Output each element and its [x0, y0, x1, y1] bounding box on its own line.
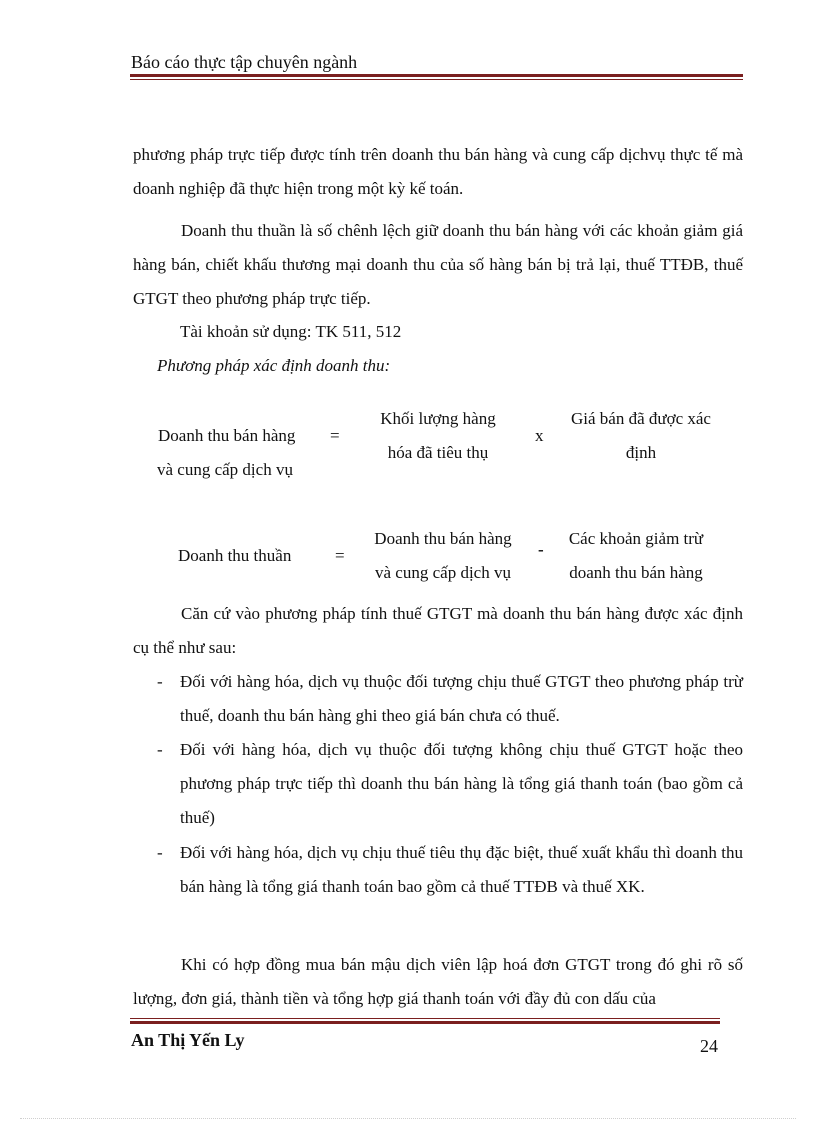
- paragraph-invoice: Khi có hợp đồng mua bán mậu dịch viên lập hoá đơn GTGT trong đó ghi rõ số lượng, đơn giá, thành tiền và tổng hợp giá thanh toán với đầy đủ con dấu của: [133, 955, 743, 1008]
- formula2-term1-line2: và cung cấp dịch vụ: [375, 563, 511, 582]
- bullet-item: Đối với hàng hóa, dịch vụ thuộc đối tượng chịu thuế GTGT theo phương pháp trừ thuế, doanh thu bán hàng ghi theo giá bán chưa có thuế.: [180, 672, 743, 725]
- bullet-item: Đối với hàng hóa, dịch vụ chịu thuế tiêu thụ đặc biệt, thuế xuất khẩu thì doanh thu bán hàng là tổng giá thanh toán bao gồm cả thuế TTĐB và thuế XK.: [180, 843, 743, 896]
- footer-rule-thin: [130, 1018, 720, 1019]
- header-rule-thin: [130, 79, 743, 80]
- formula1-term1-line2: hóa đã tiêu thụ: [387, 443, 489, 462]
- formula1-lhs-line2: và cung cấp dịch vụ: [157, 460, 293, 479]
- method-heading: Phương pháp xác định doanh thu:: [157, 356, 391, 375]
- paragraph-net-revenue: Doanh thu thuần là số chênh lệch giữ doanh thu bán hàng với các khoản giảm giá hàng bán, chiết khấu thương mại doanh thu của số hàng bán bị trả lại, thuế TTĐB, thuế GTGT theo phương pháp trực tiếp.: [133, 221, 743, 308]
- footer-rule-thick: [130, 1021, 720, 1024]
- bullet-item: Đối với hàng hóa, dịch vụ thuộc đối tượng không chịu thuế GTGT hoặc theo phương pháp trực tiếp thì doanh thu bán hàng là tổng giá thanh toán (bao gồm cả thuế): [180, 740, 743, 827]
- formula1-multiply: x: [535, 426, 544, 445]
- formula2-term2-line1: Các khoản giảm trừ: [568, 529, 704, 548]
- formula1-term1-line1: Khối lượng hàng: [380, 409, 496, 428]
- formula2-lhs: Doanh thu thuần: [178, 546, 292, 565]
- footer-author: An Thị Yến Ly: [131, 1030, 245, 1050]
- header-title: Báo cáo thực tập chuyên ngành: [131, 52, 358, 72]
- bullet-marker: -: [157, 672, 163, 691]
- formula1-term2-line2: định: [625, 443, 657, 462]
- formula2-term2-line2: doanh thu bán hàng: [569, 563, 703, 582]
- formula2-term1-line1: Doanh thu bán hàng: [374, 529, 512, 548]
- bullet-marker: -: [157, 740, 163, 759]
- formula1-term2-line1: Giá bán đã được xác: [571, 409, 711, 428]
- page-edge-dots: [20, 1118, 796, 1119]
- formula1-equals: =: [330, 426, 340, 445]
- paragraph-continuation: phương pháp trực tiếp được tính trên doanh thu bán hàng và cung cấp dịchvụ thực tế mà doanh nghiệp đã thực hiện trong một kỳ kế toán.: [133, 145, 743, 198]
- paragraph-vat-intro: Căn cứ vào phương pháp tính thuế GTGT mà doanh thu bán hàng được xác định cụ thể như sau:: [133, 604, 743, 657]
- formula2-equals: =: [335, 546, 345, 565]
- account-line: Tài khoản sử dụng: TK 511, 512: [180, 322, 402, 341]
- formula2-minus: -: [538, 540, 544, 559]
- page-number: 24: [700, 1036, 718, 1056]
- bullet-marker: -: [157, 843, 163, 862]
- header-rule-thick: [130, 74, 743, 77]
- formula1-lhs-line1: Doanh thu bán hàng: [158, 426, 296, 445]
